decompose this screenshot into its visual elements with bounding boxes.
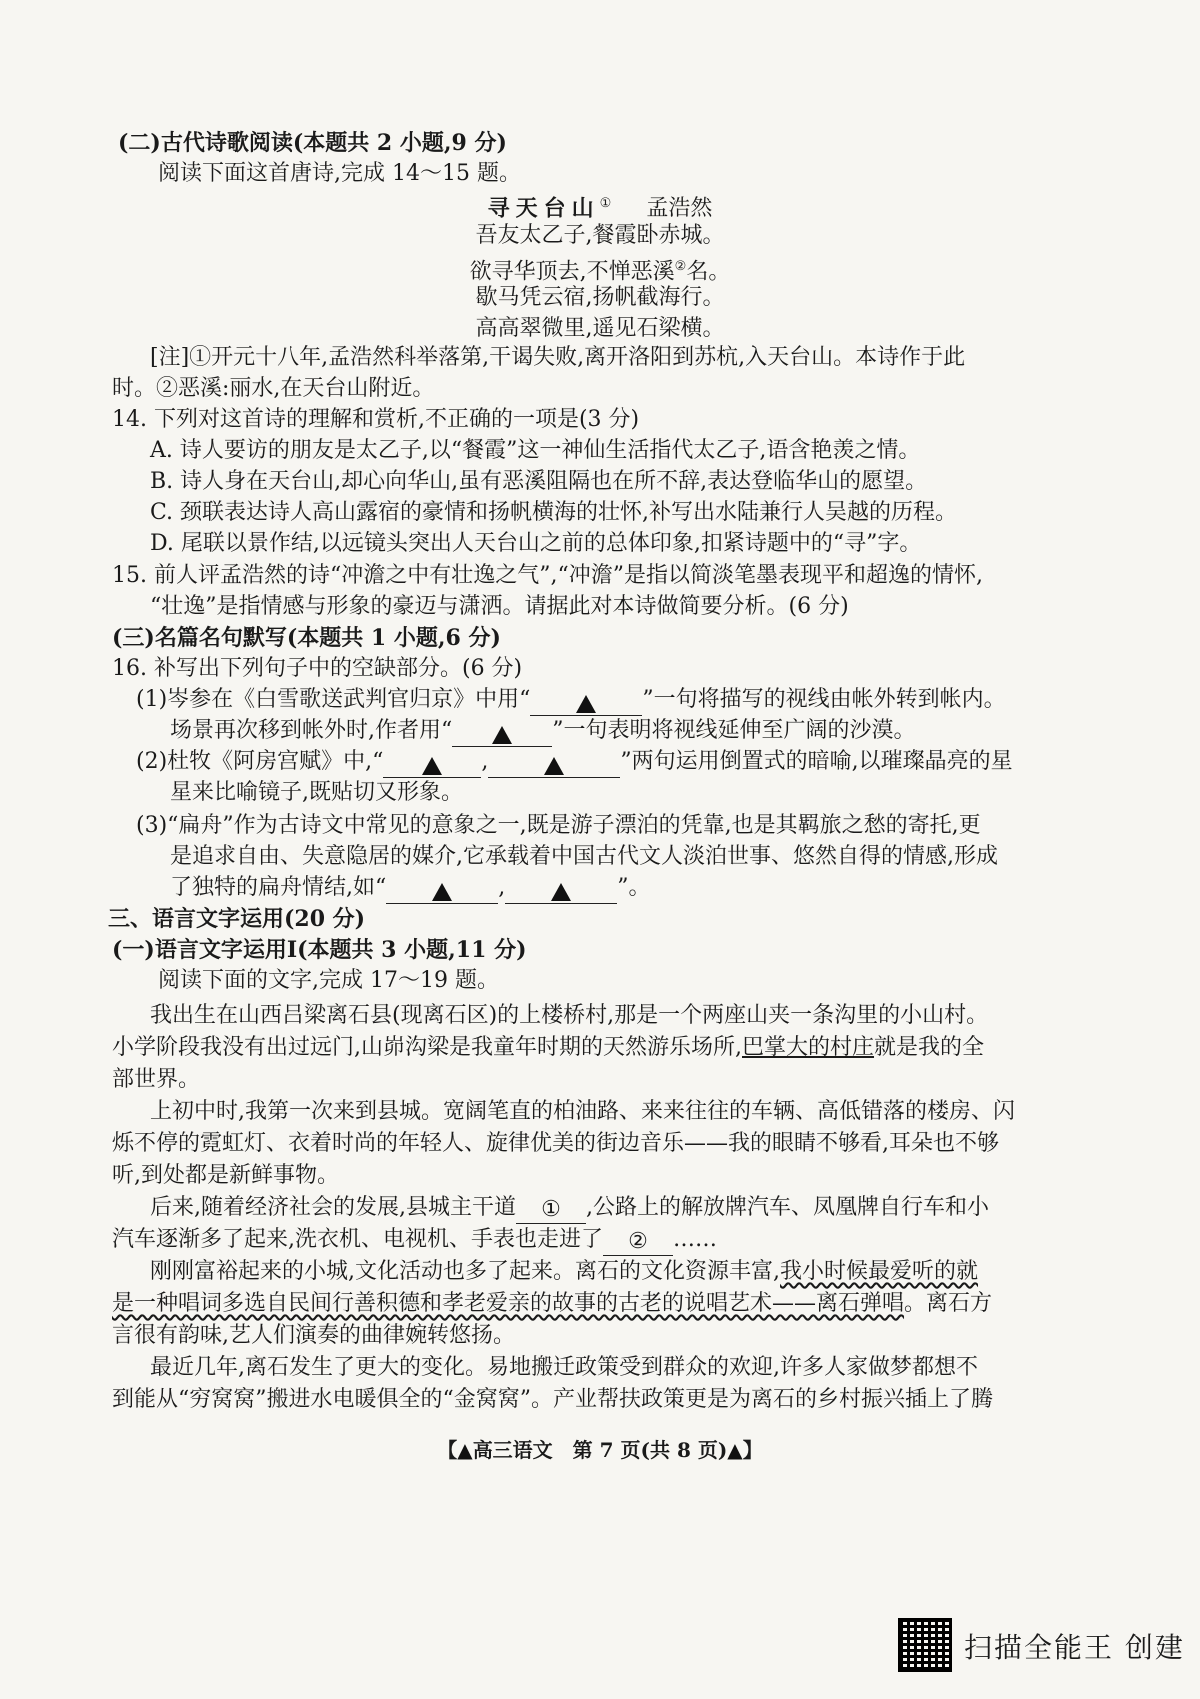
para4-text-b: 。离石方 — [904, 1291, 993, 1316]
para1-text-b: 就是我的全 — [874, 1035, 985, 1060]
q16-item-3-line-2: 是追求自由、失意隐居的媒介,它承载着中国古代文人淡泊世事、悠然自得的情感,形成 — [170, 844, 998, 869]
footer-text: 高三语文 第 7 页(共 8 页) — [472, 1438, 728, 1462]
q16-item-3-line-3 — [170, 872, 651, 904]
q14-option-b: B. 诗人身在天台山,却心向华山,虽有恶溪阻隔也在所不辞,表达登临华山的愿望。 — [150, 469, 928, 494]
q16-item-1-line-1 — [136, 684, 1006, 716]
underlined-phrase: 巴掌大的村庄 — [742, 1035, 875, 1060]
poem-author: 孟浩然 — [646, 196, 713, 222]
triangle-icon — [576, 695, 596, 713]
para3-text-c: 汽车逐渐多了起来,洗衣机、电视机、手表也走进了 — [112, 1227, 603, 1252]
section-heading-recitation: (三)名篇名句默写(本题共 1 小题,6 分) — [112, 625, 501, 651]
q16-3-text-c: 了独特的扁舟情结,如“ — [170, 875, 387, 900]
triangle-icon — [432, 883, 452, 901]
poem-title-note: ① — [599, 196, 612, 211]
triangle-icon — [422, 757, 442, 775]
para3-text-a: 后来,随着经济社会的发展,县城主干道 — [150, 1195, 516, 1220]
answer-blank[interactable] — [505, 877, 617, 904]
answer-blank[interactable] — [530, 689, 642, 716]
para1-line-2 — [112, 1032, 984, 1064]
para1-line-1: 我出生在山西吕梁离石县(现离石区)的上楼桥村,那是一个两座山夹一条沟里的小山村。 — [150, 1003, 989, 1028]
triangle-icon: ▲ — [727, 1438, 743, 1462]
triangle-icon — [492, 726, 512, 744]
para4-line-1 — [150, 1256, 978, 1288]
page-footer — [0, 1434, 1200, 1466]
wavy-underlined-phrase: 是一种唱词多选自民间行善积德和孝老爱亲的故事的古老的说唱艺术——离石弹唱 — [112, 1291, 905, 1316]
para4-line-2 — [112, 1288, 992, 1320]
para5-line-2: 到能从“穷窝窝”搬进水电暖俱全的“金窝窝”。产业帮扶政策更是为离石的乡村振兴插上了腾 — [112, 1387, 993, 1412]
q15-line-1: 15. 前人评孟浩然的诗“冲澹之中有壮逸之气”,“冲澹”是指以简淡笔墨表现平和超逸的情怀, — [112, 563, 983, 588]
blank-2[interactable]: ② — [603, 1229, 673, 1256]
poem-line-2-note: ② — [674, 259, 687, 274]
part3-heading: 三、语言文字运用(20 分) — [108, 906, 366, 932]
para2-line-1: 上初中时,我第一次来到县城。宽阔笔直的柏油路、来来往往的车辆、高低错落的楼房、闪 — [150, 1099, 1015, 1124]
answer-blank[interactable] — [383, 751, 481, 778]
q16-stem: 16. 补写出下列句子中的空缺部分。(6 分) — [112, 656, 523, 681]
q16-1-text-c: 场景再次移到帐外时,作者用“ — [170, 718, 453, 743]
para3-line-2 — [112, 1224, 717, 1256]
para3-text-b: ,公路上的解放牌汽车、凤凰牌自行车和小 — [586, 1195, 989, 1220]
para1-text-a: 小学阶段我没有出过远门,山峁沟梁是我童年时期的天然游乐场所, — [112, 1035, 742, 1060]
q16-3-comma: , — [498, 875, 506, 900]
answer-blank[interactable] — [386, 877, 498, 904]
q16-item-3-line-1: (3)“扁舟”作为古诗文中常见的意象之一,既是游子漂泊的凭靠,也是其羁旅之愁的寄托,更 — [136, 813, 981, 838]
answer-blank[interactable] — [452, 720, 552, 747]
footer-right-bracket: 】 — [742, 1438, 763, 1462]
para4-text-a: 刚刚富裕起来的小城,文化活动也多了起来。离石的文化资源丰富, — [150, 1259, 780, 1284]
q16-1-text-a: (1)岑参在《白雪歌送武判官归京》中用“ — [136, 687, 531, 712]
q16-2-comma: , — [481, 749, 489, 774]
q14-option-a: A. 诗人要访的朋友是太乙子,以“餐霞”这一神仙生活指代太乙子,语含艳羡之情。 — [150, 438, 921, 463]
triangle-icon — [551, 883, 571, 901]
part3-sub-heading: (一)语言文字运用Ⅰ(本题共 3 小题,11 分) — [112, 937, 527, 963]
q16-item-2-line-2: 星来比喻镜子,既贴切又形象。 — [170, 780, 463, 805]
blank-1[interactable]: ① — [516, 1197, 586, 1224]
q15-line-2: “壮逸”是指情感与形象的豪迈与潇洒。请据此对本诗做简要分析。(6 分) — [150, 594, 849, 619]
para2-line-2: 烁不停的霓虹灯、衣着时尚的年轻人、旋律优美的街边音乐——我的眼睛不够看,耳朵也不够 — [112, 1131, 999, 1156]
poem-title: 寻天台山 — [487, 195, 600, 222]
scanner-watermark — [898, 1618, 1188, 1678]
q16-2-text-b: ”两句运用倒置式的暗喻,以璀璨晶亮的星 — [620, 749, 1013, 774]
q16-item-2-line-1 — [136, 746, 1013, 778]
triangle-icon: ▲ — [457, 1438, 473, 1462]
poem-note-line-2: 时。②恶溪:丽水,在天台山附近。 — [112, 376, 435, 401]
part3-intro: 阅读下面的文字,完成 17～19 题。 — [158, 968, 499, 993]
q14-option-d: D. 尾联以景作结,以远镜头突出人天台山之前的总体印象,扣紧诗题中的“寻”字。 — [150, 531, 922, 556]
section-heading-poetry: (二)古代诗歌阅读(本题共 2 小题,9 分) — [118, 130, 507, 156]
para4-line-3: 言很有韵味,艺人们演奏的曲律婉转悠扬。 — [112, 1323, 515, 1348]
para1-line-3: 部世界。 — [112, 1067, 201, 1092]
poem-note-line-1: [注]①开元十八年,孟浩然科举落第,干谒失败,离开洛阳到苏杭,入天台山。本诗作于此 — [150, 345, 966, 370]
poem-line-1: 吾友太乙子,餐霞卧赤城。 — [475, 223, 725, 248]
para5-line-1: 最近几年,离石发生了更大的变化。易地搬迁政策受到群众的欢迎,许多人家做梦都想不 — [150, 1355, 978, 1380]
q16-3-end: ”。 — [617, 875, 651, 900]
q14-option-c: C. 颈联表达诗人高山露宿的豪情和扬帆横海的壮怀,补写出水陆兼行人吴越的历程。 — [150, 500, 958, 525]
poetry-intro: 阅读下面这首唐诗,完成 14～15 题。 — [158, 161, 521, 186]
poem-line-4: 高高翠微里,遥见石梁横。 — [475, 316, 725, 341]
poem-line-3: 歇马凭云宿,扬帆截海行。 — [475, 285, 725, 310]
para3-line-1 — [150, 1192, 989, 1224]
q16-item-1-line-2 — [170, 715, 916, 747]
triangle-icon — [544, 757, 564, 775]
q16-1-text-b: ”一句将描写的视线由帐外转到帐内。 — [642, 687, 1006, 712]
poem-line-2-end: 名。 — [686, 259, 731, 285]
wavy-underlined-phrase: 我小时候最爱听的就 — [780, 1259, 979, 1284]
footer-left-bracket: 【 — [437, 1438, 458, 1462]
qr-code-icon — [898, 1618, 952, 1672]
q16-2-text-a: (2)杜牧《阿房宫赋》中,“ — [136, 749, 384, 774]
answer-blank[interactable] — [488, 751, 620, 778]
q16-1-text-d: ”一句表明将视线延伸至广阔的沙漠。 — [552, 718, 916, 743]
watermark-text: 扫描全能王 创建 — [964, 1631, 1185, 1664]
para3-ellipsis: …… — [673, 1227, 717, 1252]
para2-line-3: 听,到处都是新鲜事物。 — [112, 1163, 339, 1188]
poem-line-2-text: 欲寻华顶去,不惮恶溪 — [469, 259, 675, 285]
q14-stem: 14. 下列对这首诗的理解和赏析,不正确的一项是(3 分) — [112, 407, 640, 432]
